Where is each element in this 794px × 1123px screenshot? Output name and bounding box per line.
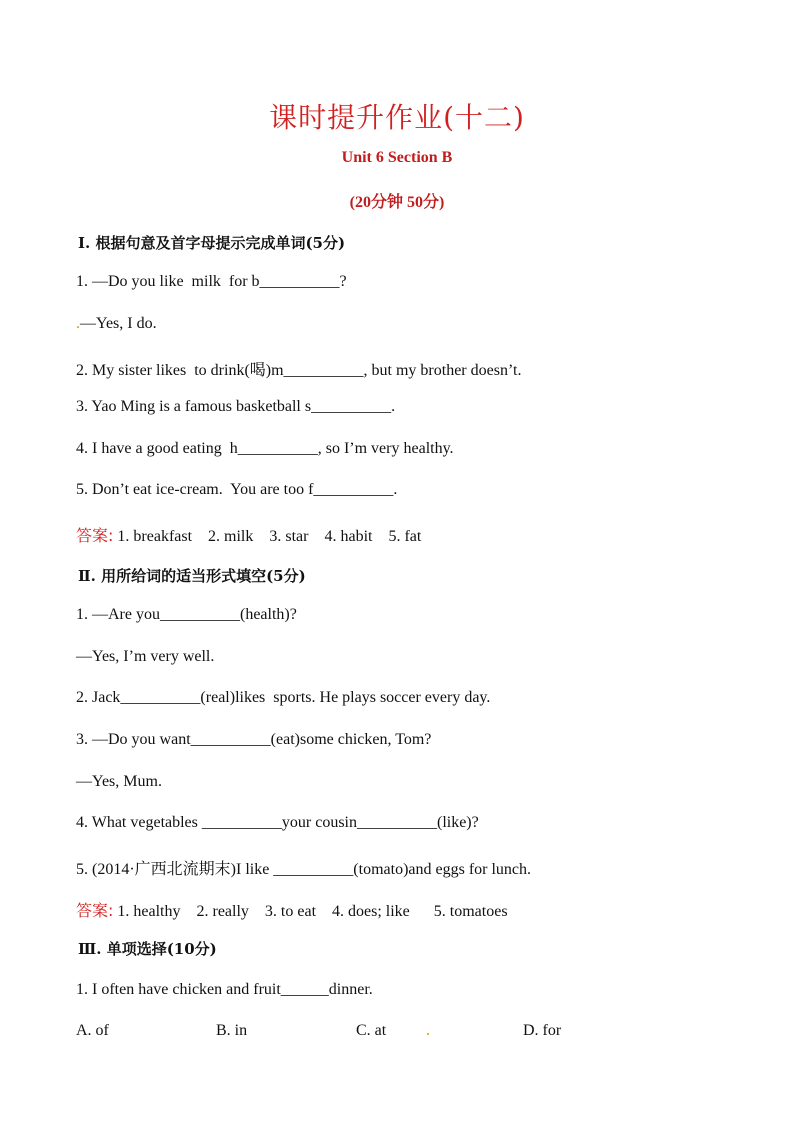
answer-line (76, 898, 508, 921)
question-line: 5. Don’t eat ice-cream. You are too f__________. (76, 481, 398, 498)
question-line: 2. My sister likes to drink(喝)m__________, but my brother doesn’t. (76, 362, 522, 379)
question-line: 2. Jack__________(real)likes sports. He plays soccer every day. (76, 689, 491, 706)
question-line: 1. I often have chicken and fruit______dinner. (76, 981, 373, 998)
answer-label: 答案: (76, 901, 114, 920)
unit-subtitle: Unit 6 Section B (341, 149, 453, 166)
answer-text: 1. breakfast 2. milk 3. star 4. habit 5. fat (113, 528, 422, 545)
page-title: 课时提升作业(十二) (269, 101, 525, 134)
question-line: 4. What vegetables __________your cousin__________(like)? (76, 814, 479, 831)
stray-mark: . (76, 315, 80, 332)
question-line: 3. —Do you want__________(eat)some chicken, Tom? (76, 731, 432, 748)
question-line: 3. Yao Ming is a famous basketball s__________. (76, 398, 396, 415)
option-b: B. in (216, 1022, 248, 1039)
answer-label: 答案: (76, 526, 114, 545)
question-line: 1. —Are you__________(health)? (76, 606, 297, 623)
answer-line-text: —Yes, I do. (80, 315, 157, 332)
answer-text: 1. healthy 2. really 3. to eat 4. does; like 5. tomatoes (113, 903, 508, 920)
section-1-heading: Ⅰ. 根据句意及首字母提示完成单词(5分) (78, 234, 346, 252)
question-line: 1. —Do you like milk for b__________? (76, 273, 347, 290)
option-d: D. for (523, 1022, 562, 1039)
stray-mark: . (426, 1022, 430, 1039)
answer-line (76, 523, 421, 546)
option-c: C. at (356, 1022, 387, 1039)
question-line: 5. (2014·广西北流期末)I like __________(tomato)and eggs for lunch. (76, 861, 532, 878)
question-line: —Yes, Mum. (76, 773, 162, 790)
section-3-heading: Ⅲ. 单项选择(10分) (78, 940, 217, 958)
section-2-heading: Ⅱ. 用所给词的适当形式填空(5分) (78, 567, 306, 585)
question-line (76, 315, 157, 333)
question-line: —Yes, I’m very well. (76, 648, 215, 665)
question-line: 4. I have a good eating h__________, so I’m very healthy. (76, 440, 454, 457)
option-a: A. of (76, 1022, 109, 1039)
time-score-info: (20分钟 50分) (349, 194, 445, 211)
